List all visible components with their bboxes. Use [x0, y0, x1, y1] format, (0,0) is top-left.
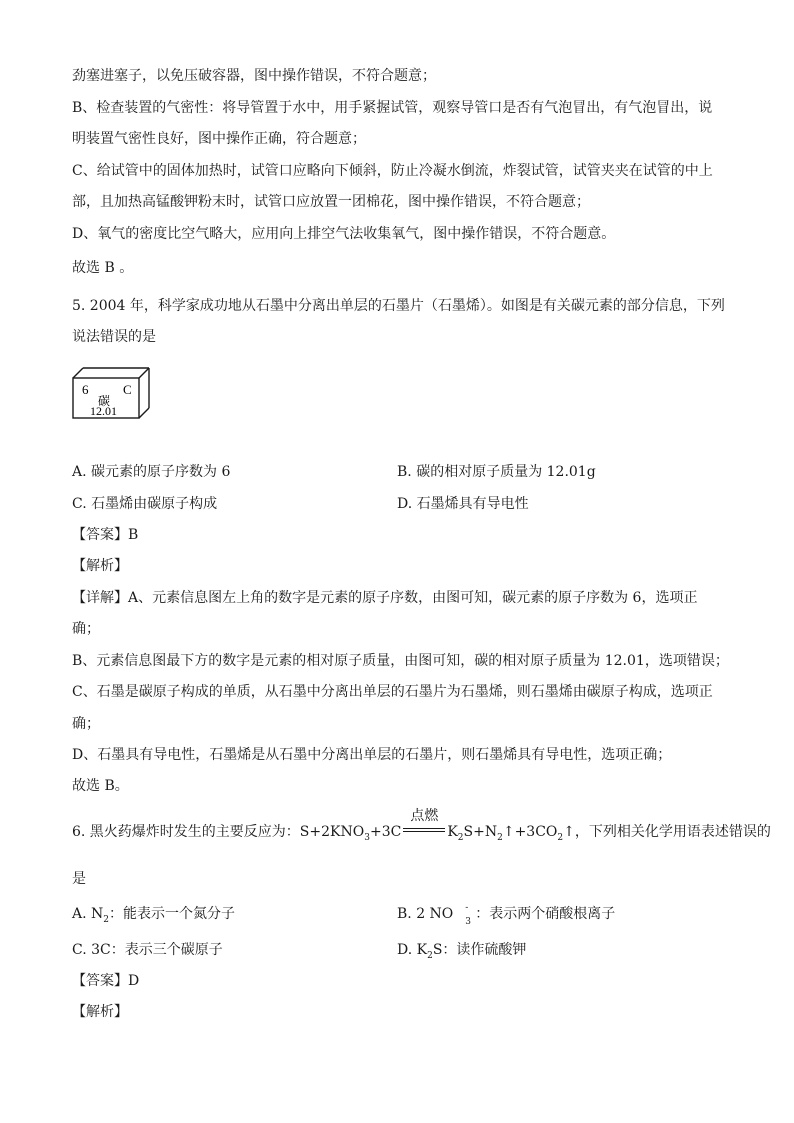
- option-a: [72, 904, 235, 930]
- option-b: B. 碳的相对原子质量为 12.01g: [397, 464, 596, 480]
- text-line: 劲塞进塞子，以免压破容器，图中操作错误，不符合题意；: [72, 68, 436, 84]
- text-line: 明装置气密性良好，图中操作正确，符合题意；: [72, 131, 366, 147]
- text-line: 故选 B 。: [72, 260, 134, 276]
- option-text: S：读作硫酸钾: [432, 942, 527, 958]
- text-line: B、检查装置的气密性：将导管置于水中，用手紧握试管，观察导管口是否有气泡冒出，有气泡冒出，说: [72, 100, 713, 116]
- element-symbol: C: [123, 382, 132, 397]
- answer-value: D: [128, 973, 140, 989]
- answer-line: [72, 525, 138, 545]
- subscript: 2: [457, 832, 464, 843]
- subscript: 2: [557, 832, 564, 843]
- subscript: 2: [497, 832, 503, 843]
- text-line: C、给试管中的固体加热时，试管口应略向下倾斜，防止冷凝水倒流，炸裂试管，试管夹夹在试管的中上: [72, 163, 713, 179]
- detail-line: B、元素信息图最下方的数字是元素的相对原子质量，由图可知，碳的相对原子质量为 12.01，选项错误；: [72, 653, 729, 669]
- carbon-element-cell: [70, 365, 160, 421]
- subscript: 3: [364, 832, 370, 843]
- analysis-tag: 【解析】: [72, 558, 128, 574]
- detail-line: 确；: [72, 716, 100, 732]
- equation-part: ↑+3CO: [502, 824, 558, 840]
- detail-line: 确；: [72, 621, 100, 637]
- question-5-stem: 说法错误的是: [72, 329, 156, 345]
- atomic-number: 6: [82, 382, 89, 397]
- detail-line: C、石墨是碳原子构成的单质，从石墨中分离出单层的石墨片为石墨烯，则石墨烯由碳原子构成，选项正: [72, 684, 713, 700]
- analysis-tag: 【解析】: [72, 1004, 128, 1020]
- answer-tag: 【答案】: [72, 527, 128, 543]
- element-name: 碳: [98, 394, 111, 408]
- option-text: ：表示两个硝酸根离子: [475, 906, 616, 922]
- atomic-mass: 12.01: [90, 404, 117, 418]
- question-5-stem: 5. 2004 年，科学家成功地从石墨中分离出单层的石墨片（石墨烯）。如图是有关碳元素的部分信息，下列: [72, 298, 725, 314]
- option-b: B. 2 NO - 3 ：表示两个硝酸根离子: [397, 903, 616, 927]
- question-6-stem: [72, 808, 771, 848]
- option-text: ：能表示一个氮分子: [109, 906, 235, 922]
- option-a: A. 碳元素的原子序数为 6: [72, 464, 231, 480]
- reaction-condition-arrow: [401, 808, 447, 842]
- detail-tag: 【详解】: [72, 590, 128, 606]
- equation-part: K: [447, 824, 458, 840]
- option-d: [397, 940, 526, 966]
- equation-part: 6. 黑火药爆炸时发生的主要反应为：S+2KNO: [72, 824, 365, 840]
- equation-part: +3C: [369, 824, 402, 840]
- detail-line: D、石墨具有导电性，石墨烯是从石墨中分离出单层的石墨片，则石墨烯具有导电性，选项正确；: [72, 747, 672, 763]
- option-text: D. K: [397, 942, 428, 958]
- final-answer: 故选 B。: [72, 778, 129, 794]
- text-line: 部，且加热高锰酸钾粉末时，试管口应放置一团棉花，图中操作错误，不符合题意；: [72, 194, 590, 210]
- option-c: C. 石墨烯由碳原子构成: [72, 496, 218, 512]
- option-c: C. 3C：表示三个碳原子: [72, 942, 223, 958]
- equation-part: ↑，下列相关化学用语表述错误的: [563, 824, 771, 840]
- answer-line: [72, 971, 139, 991]
- reaction-condition: 点燃: [410, 808, 439, 824]
- subscript: 2: [427, 950, 433, 961]
- option-text: B. 2 NO: [397, 906, 454, 922]
- answer-value: B: [128, 527, 139, 543]
- option-d: D. 石墨烯具有导电性: [397, 496, 529, 512]
- detail-text: A、元素信息图左上角的数字是元素的原子序数，由图可知，碳元素的原子序数为 6，选项正: [128, 590, 698, 606]
- question-6-stem: 是: [72, 871, 86, 887]
- subscript: 2: [103, 914, 109, 925]
- option-text: A. N: [72, 906, 104, 922]
- equation-part: S+N: [463, 824, 498, 840]
- detail-line: [72, 588, 697, 608]
- text-line: D、氧气的密度比空气略大，应用向上排空气法收集氧气，图中操作错误，不符合题意。: [72, 226, 616, 242]
- answer-tag: 【答案】: [72, 973, 128, 989]
